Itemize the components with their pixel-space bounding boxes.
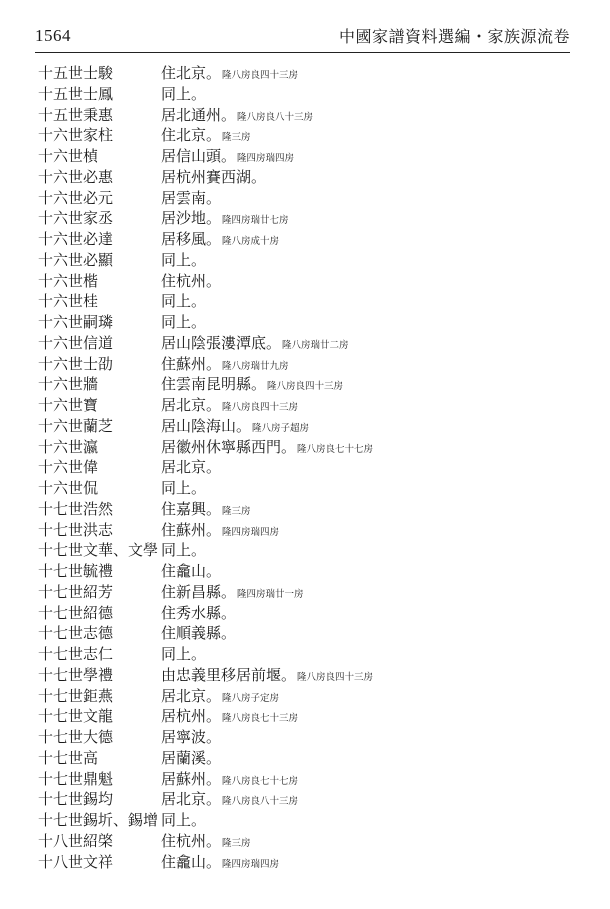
entry-row	[38, 852, 578, 873]
entry-residence-text: 居雲南。	[161, 188, 222, 207]
entry-name: 十七世文華、文學	[38, 541, 159, 560]
entry-name: 十七世鼎魁	[38, 769, 114, 788]
entry-residence-text: 同上。	[161, 313, 207, 331]
entry-row	[38, 727, 578, 748]
entry-row	[38, 188, 578, 209]
entry-branch-note: 隆八房良七十七房	[222, 775, 299, 787]
entry-branch-note: 隆八房良四十三房	[267, 381, 344, 393]
entry-name: 十七世浩然	[38, 499, 114, 518]
entry-residence-text: 住秀水縣。	[161, 603, 237, 622]
entry-branch-note: 隆三房	[222, 837, 251, 849]
entry-row	[38, 333, 578, 354]
entry-name: 十六世楨	[38, 147, 99, 165]
entry-row	[38, 644, 578, 665]
entry-branch-note: 隆八房良八十三房	[237, 111, 314, 123]
entry-branch-note: 隆八房瑞廿二房	[282, 339, 349, 351]
entry-row	[38, 208, 578, 229]
entry-row	[38, 167, 578, 188]
entry-row	[38, 831, 578, 852]
entry-residence-text: 居北京。	[161, 790, 222, 809]
entry-residence	[161, 167, 266, 188]
entry-name: 十六世家丞	[38, 209, 114, 228]
entry-name: 十六世桂	[38, 292, 99, 311]
entry-residence	[161, 644, 206, 665]
entry-residence-text: 住北京。	[161, 126, 222, 145]
entry-name: 十七世文龍	[38, 707, 114, 726]
entry-branch-note: 隆八房成十房	[222, 236, 280, 247]
entry-name: 十六世楷	[38, 271, 99, 290]
entry-residence	[161, 271, 221, 292]
entry-residence-text: 居沙地。	[161, 209, 222, 228]
entry-name: 十七世志仁	[38, 645, 114, 663]
entry-name: 十六世家柱	[38, 126, 114, 145]
entry-residence	[161, 852, 279, 876]
entry-residence-text: 居寧波。	[161, 728, 222, 746]
entry-name: 十八世文祥	[38, 852, 114, 871]
entry-branch-note: 隆四房瑞四房	[237, 153, 295, 164]
entry-residence-text: 居北通州。	[161, 105, 237, 124]
entry-branch-note: 隆八房良四十三房	[222, 70, 299, 81]
entry-residence-text: 居移風。	[161, 230, 222, 248]
entry-branch-note: 隆八房子超房	[252, 422, 310, 434]
entry-residence-text: 住杭州。	[161, 831, 222, 850]
entry-row	[38, 457, 578, 478]
entry-residence-text: 居徽州休寧縣西門。	[161, 437, 297, 456]
entry-residence-text: 同上。	[161, 811, 207, 829]
entry-residence	[161, 748, 221, 769]
entry-name: 十七世學禮	[38, 665, 114, 684]
entry-residence-text: 住雲南昆明縣。	[161, 375, 267, 394]
entry-residence-text: 住順義縣。	[161, 624, 237, 643]
entry-row	[38, 769, 578, 790]
entry-row	[38, 291, 578, 312]
entry-residence-text: 住杭州。	[161, 271, 222, 290]
entry-row	[38, 520, 578, 541]
entry-residence-text: 居北京。	[161, 458, 222, 477]
entry-name: 十五世士駿	[38, 64, 114, 82]
entry-row	[38, 271, 578, 292]
entry-branch-note: 隆四房瑞廿七房	[222, 215, 289, 227]
entry-name: 十六世牆	[38, 375, 99, 394]
entry-row	[38, 250, 578, 271]
entry-residence	[161, 478, 206, 499]
entry-name: 十七世錫均	[38, 790, 114, 809]
entry-residence-text: 同上。	[161, 541, 207, 560]
entry-row	[38, 84, 578, 105]
genealogy-entry-list	[38, 63, 578, 872]
entry-residence-text: 由忠義里移居前堰。	[161, 665, 297, 684]
entry-row	[38, 63, 578, 84]
entry-name: 十七世鉅燕	[38, 686, 114, 705]
entry-residence	[161, 188, 221, 209]
entry-row	[38, 312, 578, 333]
entry-residence-text: 居蘭溪。	[161, 748, 222, 767]
page-header	[35, 20, 570, 50]
entry-name: 十六世侃	[38, 479, 99, 497]
entry-row	[38, 395, 578, 416]
entry-name: 十七世錫圻、錫增	[38, 811, 159, 829]
entry-name: 十六世必惠	[38, 167, 114, 186]
entry-name: 十六世偉	[38, 458, 99, 477]
entry-residence-text: 住蘇州。	[161, 354, 222, 373]
entry-row	[38, 810, 578, 831]
entry-row	[38, 105, 578, 126]
entry-name: 十六世信道	[38, 333, 114, 352]
entry-name: 十六世寶	[38, 396, 99, 414]
entry-row	[38, 354, 578, 375]
entry-name: 十七世毓禮	[38, 562, 114, 580]
entry-row	[38, 499, 578, 520]
entry-residence-text: 居杭州。	[161, 707, 222, 726]
entry-residence	[161, 561, 221, 582]
running-title: 中國家譜資料選編・家族源流卷	[338, 27, 570, 46]
entry-row	[38, 561, 578, 582]
entry-branch-note: 隆八房子定房	[222, 692, 280, 704]
entry-name: 十六世瀛	[38, 437, 99, 456]
entry-name: 十六世必顯	[38, 250, 114, 269]
entry-residence-text: 同上。	[161, 645, 207, 663]
entry-branch-note: 隆三房	[222, 505, 251, 517]
entry-residence	[161, 84, 206, 105]
entry-row	[38, 686, 578, 707]
entry-name: 十七世志德	[38, 624, 114, 643]
entry-name: 十八世紹棨	[38, 831, 114, 850]
entry-name: 十七世紹德	[38, 603, 114, 622]
entry-name: 十六世必達	[38, 230, 114, 248]
entry-residence	[161, 623, 236, 644]
entry-name: 十七世高	[38, 748, 99, 767]
entry-branch-note: 隆八房良四十三房	[297, 671, 374, 683]
entry-name: 十五世士鳳	[38, 84, 114, 103]
entry-residence-text: 同上。	[161, 292, 207, 311]
entry-residence	[161, 727, 221, 748]
entry-branch-note: 隆八房良八十三房	[222, 796, 299, 808]
entry-branch-note: 隆八房瑞廿九房	[222, 360, 289, 372]
entry-name: 十七世洪志	[38, 520, 114, 539]
entry-residence-text: 住新昌縣。	[161, 582, 237, 601]
entry-residence-text: 住嘉興。	[161, 499, 222, 518]
entry-residence-text: 同上。	[161, 84, 207, 103]
page-number: 1564	[35, 26, 71, 45]
entry-branch-note: 隆八房良七十七房	[297, 443, 374, 455]
entry-name: 十六世嗣璘	[38, 313, 114, 331]
entry-residence-text: 居北京。	[161, 396, 222, 414]
entry-residence-text: 居北京。	[161, 686, 222, 705]
entry-row	[38, 789, 578, 810]
entry-row	[38, 540, 578, 561]
entry-residence-text: 居山陰張漊潭底。	[161, 333, 282, 352]
entry-row	[38, 146, 578, 167]
entry-residence-text: 住龕山。	[161, 852, 222, 871]
entry-name: 十六世士劭	[38, 354, 114, 373]
entry-residence	[161, 540, 206, 561]
entry-row	[38, 603, 578, 624]
entry-residence-text: 住龕山。	[161, 562, 222, 580]
entry-name: 十六世必元	[38, 188, 114, 207]
entry-residence-text: 住蘇州。	[161, 520, 222, 539]
entry-residence	[161, 312, 206, 333]
entry-row	[38, 374, 578, 395]
entry-residence	[161, 810, 206, 831]
entry-row	[38, 748, 578, 769]
entry-branch-note: 隆三房	[222, 132, 251, 144]
entry-branch-note: 隆四房瑞四房	[222, 526, 280, 538]
entry-residence-text: 居山陰海山。	[161, 416, 252, 435]
entry-residence	[161, 603, 236, 624]
entry-row	[38, 478, 578, 499]
entry-residence-text: 住北京。	[161, 64, 222, 82]
entry-branch-note: 隆八房良四十三房	[222, 402, 299, 413]
entry-branch-note: 隆八房良七十三房	[222, 713, 299, 725]
entry-residence-text: 同上。	[161, 479, 207, 497]
entry-name: 十七世紹芳	[38, 582, 114, 601]
entry-residence	[161, 457, 221, 478]
entry-residence-text: 同上。	[161, 250, 207, 269]
entry-residence-text: 居蘇州。	[161, 769, 222, 788]
entry-residence	[161, 250, 206, 271]
entry-row	[38, 706, 578, 727]
entry-row	[38, 623, 578, 644]
entry-name: 十七世大德	[38, 728, 114, 746]
entry-row	[38, 582, 578, 603]
entry-residence-text: 居杭州賽西湖。	[161, 167, 267, 186]
header-rule	[35, 52, 570, 53]
entry-branch-note: 隆四房瑞四房	[222, 858, 280, 870]
entry-row	[38, 229, 578, 250]
entry-row	[38, 125, 578, 146]
entry-branch-note: 隆四房瑞廿一房	[237, 588, 304, 600]
entry-row	[38, 437, 578, 458]
entry-row	[38, 416, 578, 437]
entry-residence-text: 居信山頭。	[161, 147, 237, 165]
entry-row	[38, 665, 578, 686]
entry-name: 十六世蘭芝	[38, 416, 114, 435]
entry-name: 十五世秉惠	[38, 105, 114, 124]
entry-residence	[161, 291, 206, 312]
